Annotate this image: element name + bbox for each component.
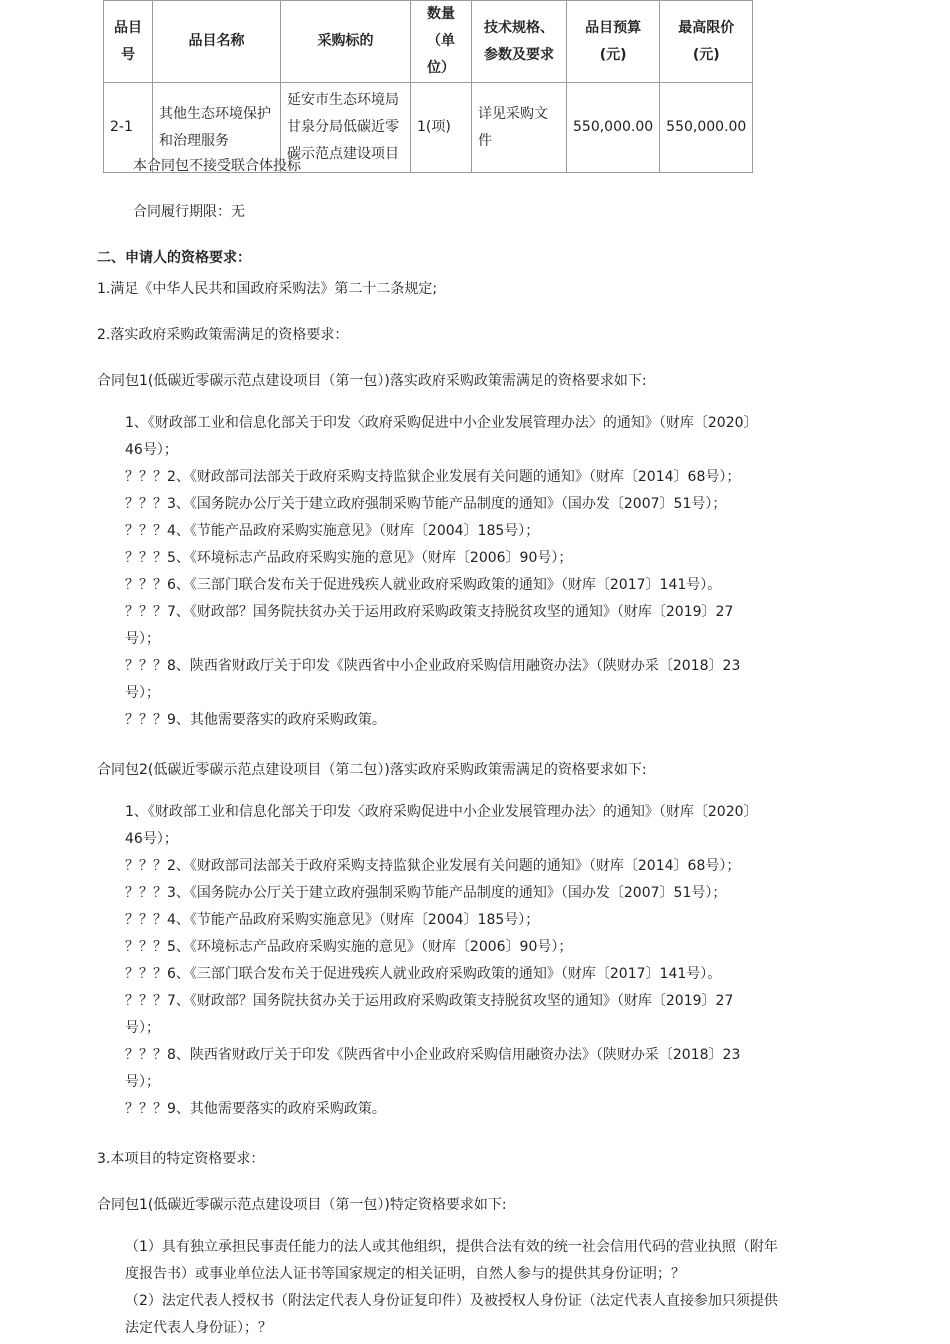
- policy-line: ？？？7、《财政部？国务院扶贫办关于运用政府采购政策支持脱贫攻坚的通知》（财库〔2019〕27: [125, 604, 734, 620]
- no-consortium-note: 本合同包不接受联合体投标: [133, 158, 301, 174]
- special-requirement-line: 法定代表人身份证）；？: [125, 1320, 272, 1336]
- policy-line: ？？？4、《节能产品政府采购实施意见》（财库〔2004〕185号）；: [125, 523, 540, 539]
- requirement-2: 2.落实政府采购政策需满足的资格要求：: [97, 327, 349, 343]
- policy-line: 1、《财政部工业和信息化部关于印发〈政府采购促进中小企业发展管理办法〉的通知》（财库〔2020〕: [125, 415, 758, 431]
- header-item-no: 品目号: [104, 1, 153, 83]
- section-heading: 二、申请人的资格要求：: [97, 250, 251, 266]
- cell-budget: 550,000.00: [567, 83, 660, 173]
- package1-special-intro: 合同包1(低碳近零碳示范点建设项目（第一包）)特定资格要求如下:: [97, 1197, 507, 1213]
- policy-line: ？？？2、《财政部司法部关于政府采购支持监狱企业发展有关问题的通知》（财库〔2014〕68号）；: [125, 858, 741, 874]
- header-target: 采购标的: [281, 1, 411, 83]
- cell-target: 延安市生态环境局甘泉分局低碳近零碳示范点建设项目: [281, 83, 411, 173]
- package2-policy-intro: 合同包2(低碳近零碳示范点建设项目（第二包）)落实政府采购政策需满足的资格要求如下:: [97, 762, 647, 778]
- policy-line: ？？？3、《国务院办公厅关于建立政府强制采购节能产品制度的通知》（国办发〔2007〕51号）；: [125, 885, 727, 901]
- contract-period-note: 合同履行期限：无: [133, 204, 245, 220]
- policy-line: ？？？8、陕西省财政厅关于印发《陕西省中小企业政府采购信用融资办法》（陕财办采〔2018〕23: [125, 658, 741, 674]
- cell-item-name: 其他生态环境保护和治理服务: [153, 83, 281, 173]
- header-budget: 品目预算(元): [567, 1, 660, 83]
- special-requirement-line: （1）具有独立承担民事责任能力的法人或其他组织，提供合法有效的统一社会信用代码的营业执照（附年: [125, 1239, 778, 1255]
- special-requirement-line: （2）法定代表人授权书（附法定代表人身份证复印件）及被授权人身份证（法定代表人直接参加只须提供: [125, 1293, 778, 1309]
- header-spec: 技术规格、参数及要求: [472, 1, 567, 83]
- requirement-3: 3.本项目的特定资格要求：: [97, 1151, 265, 1167]
- policy-line: 号）；: [125, 631, 160, 647]
- policy-line: 46号）；: [125, 442, 178, 458]
- cell-item-no: 2-1: [104, 83, 153, 173]
- policy-line: 号）；: [125, 1020, 160, 1036]
- policy-line: ？？？5、《环境标志产品政府采购实施的意见》（财库〔2006〕90号）；: [125, 939, 573, 955]
- policy-line: ？？？8、陕西省财政厅关于印发《陕西省中小企业政府采购信用融资办法》（陕财办采〔2018〕23: [125, 1047, 741, 1063]
- header-quantity: 数量（单位）: [411, 1, 472, 83]
- policy-line: ？？？6、《三部门联合发布关于促进残疾人就业政府采购政策的通知》（财库〔2017〕141号）。: [125, 966, 722, 982]
- policy-line: ？？？7、《财政部？国务院扶贫办关于运用政府采购政策支持脱贫攻坚的通知》（财库〔2019〕27: [125, 993, 734, 1009]
- procurement-items-table: [103, 0, 753, 173]
- policy-line: 46号）；: [125, 831, 178, 847]
- table-header-row: [104, 1, 753, 83]
- policy-line: 1、《财政部工业和信息化部关于印发〈政府采购促进中小企业发展管理办法〉的通知》（财库〔2020〕: [125, 804, 758, 820]
- policy-line: 号）；: [125, 685, 160, 701]
- policy-line: ？？？9、其他需要落实的政府采购政策。: [125, 1101, 386, 1117]
- policy-line: ？？？5、《环境标志产品政府采购实施的意见》（财库〔2006〕90号）；: [125, 550, 573, 566]
- policy-line: ？？？6、《三部门联合发布关于促进残疾人就业政府采购政策的通知》（财库〔2017〕141号）。: [125, 577, 722, 593]
- policy-line: ？？？4、《节能产品政府采购实施意见》（财库〔2004〕185号）；: [125, 912, 540, 928]
- cell-spec: 详见采购文件: [472, 83, 567, 173]
- policy-line: 号）；: [125, 1074, 160, 1090]
- header-max-price: 最高限价(元): [660, 1, 753, 83]
- cell-quantity: 1(项): [411, 83, 472, 173]
- policy-line: ？？？9、其他需要落实的政府采购政策。: [125, 712, 386, 728]
- requirement-1: 1.满足《中华人民共和国政府采购法》第二十二条规定;: [97, 281, 438, 297]
- policy-line: ？？？3、《国务院办公厅关于建立政府强制采购节能产品制度的通知》（国办发〔2007〕51号）；: [125, 496, 727, 512]
- policy-line: ？？？2、《财政部司法部关于政府采购支持监狱企业发展有关问题的通知》（财库〔2014〕68号）；: [125, 469, 741, 485]
- special-requirement-line: 度报告书）或事业单位法人证书等国家规定的相关证明，自然人参与的提供其身份证明；？: [125, 1266, 685, 1282]
- header-item-name: 品目名称: [153, 1, 281, 83]
- package1-policy-intro: 合同包1(低碳近零碳示范点建设项目（第一包）)落实政府采购政策需满足的资格要求如下:: [97, 373, 647, 389]
- cell-max-price: 550,000.00: [660, 83, 753, 173]
